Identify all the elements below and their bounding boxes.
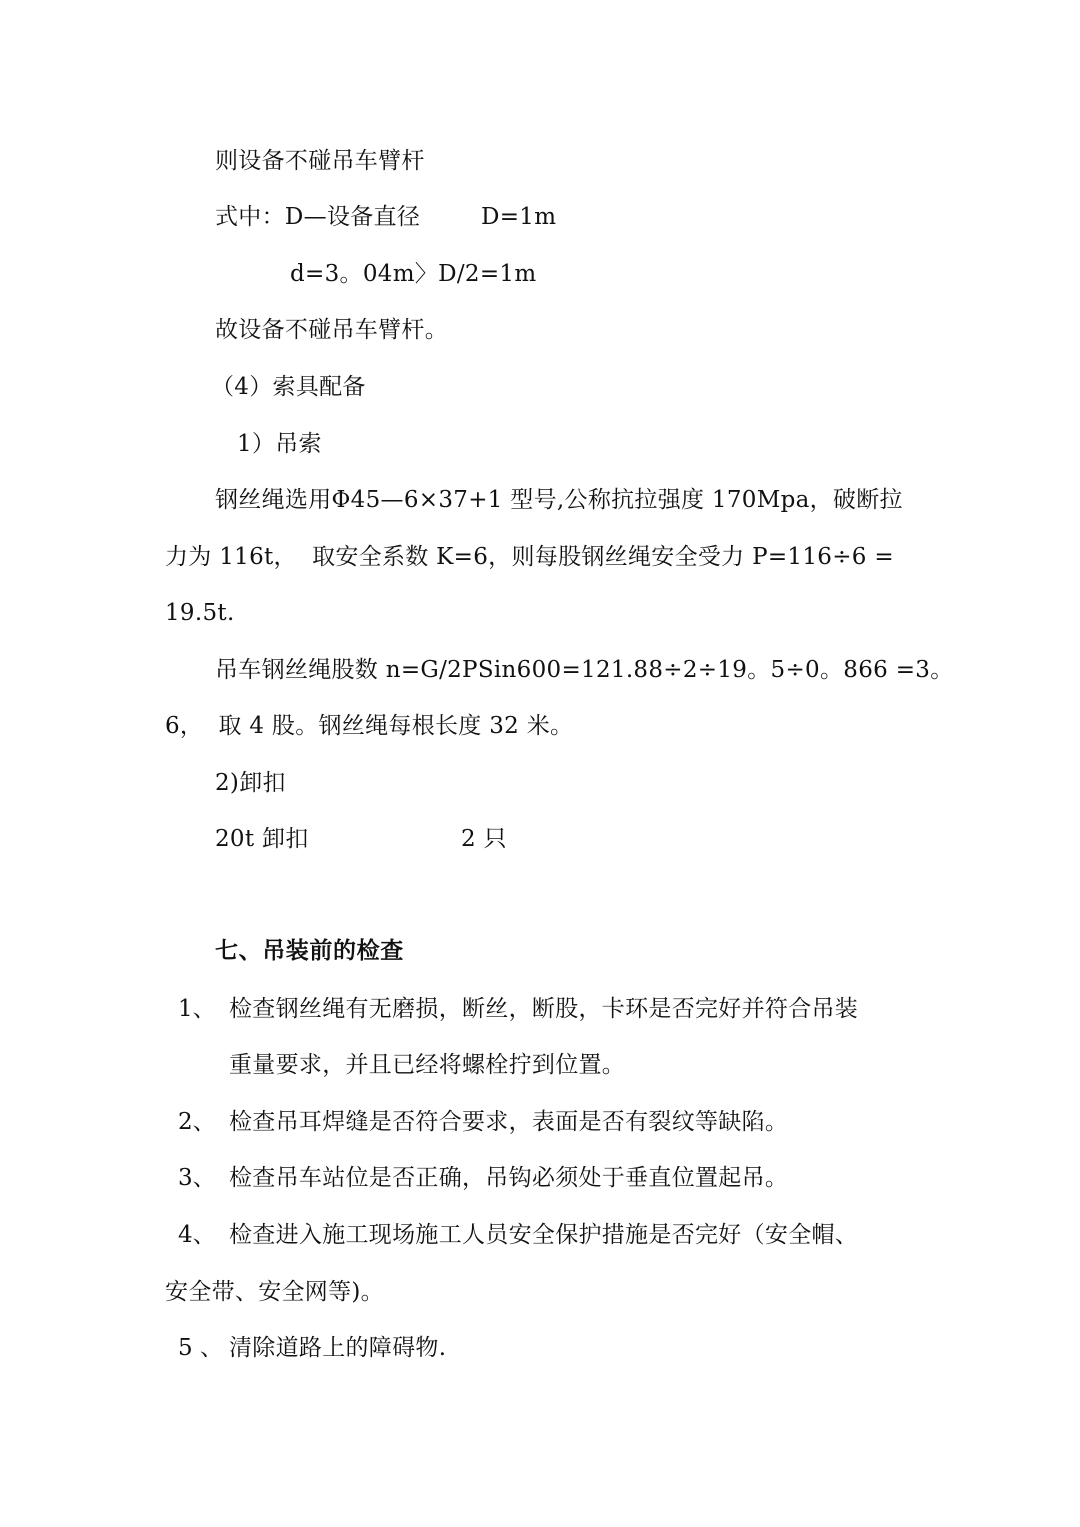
formula-value: D=1m — [481, 204, 557, 230]
inspection-item-text: 检查进入施工现场施工人员安全保护措施是否完好（安全帽、 — [229, 1222, 859, 1248]
strand-count-line: 吊车钢丝绳股数 n=G/2PSin600=121.88÷2÷19。5÷0。866 =3。 — [215, 657, 954, 683]
inspection-heading: 七、吊装前的检查 — [215, 938, 404, 964]
inspection-item-text: 重量要求，并且已经将螺栓拧到位置。 — [229, 1052, 626, 1078]
inspection-item-number: 2、 — [178, 1109, 216, 1135]
inspection-item-number: 1、 — [178, 996, 216, 1022]
wire-rope-paragraph-line: 19.5t. — [165, 600, 235, 626]
crane-check-conclusion: 故设备不碰吊车臂杆。 — [215, 317, 448, 343]
inspection-item-text: 检查吊耳焊缝是否符合要求，表面是否有裂纹等缺陷。 — [229, 1109, 789, 1135]
inspection-item-text: 安全带、安全网等)。 — [165, 1279, 384, 1305]
shackle-name: 20t 卸扣 — [215, 826, 309, 852]
inspection-item-number: 5 、 — [178, 1335, 223, 1361]
wire-rope-paragraph-line: 钢丝绳选用Φ45—6×37+1 型号,公称抗拉强度 170Mpa，破断拉 — [215, 487, 903, 513]
shackle-quantity: 2 只 — [461, 826, 507, 852]
inspection-item-text: 检查钢丝绳有无磨损，断丝，断股，卡环是否完好并符合吊装 — [229, 996, 859, 1022]
sling-subtitle: 1）吊索 — [237, 431, 322, 457]
strand-count-line: 6， 取 4 股。钢丝绳每根长度 32 米。 — [165, 713, 574, 739]
crane-check-line: 则设备不碰吊车臂杆 — [215, 148, 425, 174]
inspection-item-number: 4、 — [178, 1222, 216, 1248]
d-value-line: d=3。04m〉D/2=1m — [290, 261, 537, 287]
inspection-item-number: 3、 — [178, 1165, 216, 1191]
inspection-item-text: 清除道路上的障碍物. — [229, 1335, 447, 1361]
rigging-section-title: （4）索具配备 — [211, 374, 366, 400]
formula-prefix: 式中：D—设备直径 — [215, 204, 421, 230]
inspection-item-text: 检查吊车站位是否正确，吊钩必须处于垂直位置起吊。 — [229, 1165, 789, 1191]
shackle-subtitle: 2)卸扣 — [215, 770, 286, 796]
wire-rope-paragraph-line: 力为 116t， 取安全系数 K=6，则每股钢丝绳安全受力 P=116÷6 = — [165, 544, 894, 570]
